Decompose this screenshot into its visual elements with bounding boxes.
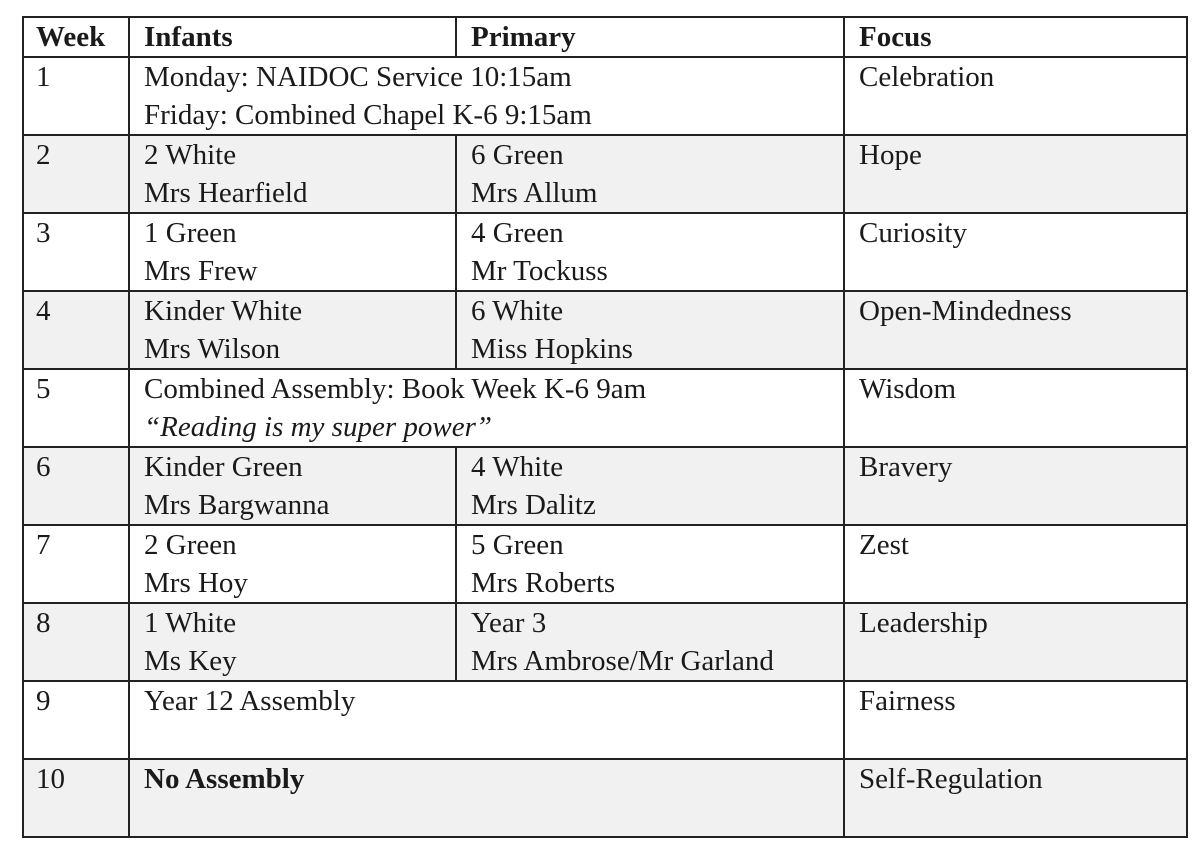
week-cell: 10 bbox=[23, 759, 129, 837]
week-cell: 8 bbox=[23, 603, 129, 681]
week-cell: 7 bbox=[23, 525, 129, 603]
focus-cell: Bravery bbox=[844, 447, 1187, 525]
combined-line: Friday: Combined Chapel K-6 9:15am bbox=[144, 99, 592, 131]
combined-cell bbox=[129, 57, 844, 135]
no-assembly-label: No Assembly bbox=[144, 763, 305, 795]
infants-cell bbox=[129, 291, 456, 369]
infants-class: 1 Green bbox=[144, 217, 237, 249]
infants-teacher: Ms Key bbox=[144, 645, 237, 677]
infants-class: 2 White bbox=[144, 139, 237, 171]
primary-cell bbox=[456, 525, 844, 603]
combined-cell bbox=[129, 369, 844, 447]
infants-teacher: Mrs Wilson bbox=[144, 333, 281, 365]
primary-class: 6 White bbox=[471, 295, 564, 327]
book-week-slogan: “Reading is my super power” bbox=[144, 411, 492, 443]
infants-cell bbox=[129, 447, 456, 525]
primary-cell bbox=[456, 447, 844, 525]
combined-cell bbox=[129, 759, 844, 837]
infants-cell bbox=[129, 135, 456, 213]
primary-class: 6 Green bbox=[471, 139, 564, 171]
focus-cell: Curiosity bbox=[844, 213, 1187, 291]
focus-cell: Self-Regulation bbox=[844, 759, 1187, 837]
header-infants: Infants bbox=[129, 17, 456, 57]
week-cell: 9 bbox=[23, 681, 129, 759]
table-row bbox=[23, 447, 1187, 525]
primary-class: Year 3 bbox=[471, 607, 547, 639]
table-row bbox=[23, 135, 1187, 213]
infants-class: 1 White bbox=[144, 607, 237, 639]
infants-cell bbox=[129, 213, 456, 291]
table-row bbox=[23, 681, 1187, 759]
primary-teacher: Miss Hopkins bbox=[471, 333, 633, 365]
infants-cell bbox=[129, 603, 456, 681]
combined-line: Monday: NAIDOC Service 10:15am bbox=[144, 61, 572, 93]
header-row bbox=[23, 17, 1187, 57]
week-cell: 5 bbox=[23, 369, 129, 447]
table-row bbox=[23, 525, 1187, 603]
infants-teacher: Mrs Frew bbox=[144, 255, 258, 287]
primary-cell bbox=[456, 213, 844, 291]
table-row bbox=[23, 213, 1187, 291]
table-row bbox=[23, 759, 1187, 837]
week-cell: 4 bbox=[23, 291, 129, 369]
header-primary: Primary bbox=[456, 17, 844, 57]
focus-cell: Leadership bbox=[844, 603, 1187, 681]
week-cell: 3 bbox=[23, 213, 129, 291]
infants-teacher: Mrs Bargwanna bbox=[144, 489, 330, 521]
infants-cell bbox=[129, 525, 456, 603]
focus-cell: Fairness bbox=[844, 681, 1187, 759]
table-row bbox=[23, 369, 1187, 447]
combined-line: Year 12 Assembly bbox=[144, 685, 356, 717]
primary-teacher: Mrs Dalitz bbox=[471, 489, 596, 521]
primary-teacher: Mrs Roberts bbox=[471, 567, 616, 599]
focus-cell: Celebration bbox=[844, 57, 1187, 135]
infants-teacher: Mrs Hoy bbox=[144, 567, 248, 599]
primary-cell bbox=[456, 135, 844, 213]
week-cell: 2 bbox=[23, 135, 129, 213]
primary-cell bbox=[456, 603, 844, 681]
header-focus: Focus bbox=[844, 17, 1187, 57]
primary-class: 4 White bbox=[471, 451, 564, 483]
focus-cell: Zest bbox=[844, 525, 1187, 603]
primary-teacher: Mrs Allum bbox=[471, 177, 598, 209]
focus-cell: Wisdom bbox=[844, 369, 1187, 447]
week-cell: 1 bbox=[23, 57, 129, 135]
table-row bbox=[23, 603, 1187, 681]
combined-cell bbox=[129, 681, 844, 759]
primary-class: 4 Green bbox=[471, 217, 564, 249]
primary-teacher: Mrs Ambrose/Mr Garland bbox=[471, 645, 774, 677]
assembly-schedule-table bbox=[22, 16, 1188, 838]
infants-class: Kinder White bbox=[144, 295, 303, 327]
infants-class: 2 Green bbox=[144, 529, 237, 561]
focus-cell: Hope bbox=[844, 135, 1187, 213]
primary-cell bbox=[456, 291, 844, 369]
focus-cell: Open-Mindedness bbox=[844, 291, 1187, 369]
week-cell: 6 bbox=[23, 447, 129, 525]
table-row bbox=[23, 57, 1187, 135]
table-row bbox=[23, 291, 1187, 369]
combined-line: Combined Assembly: Book Week K-6 9am bbox=[144, 373, 647, 405]
primary-teacher: Mr Tockuss bbox=[471, 255, 608, 287]
primary-class: 5 Green bbox=[471, 529, 564, 561]
infants-class: Kinder Green bbox=[144, 451, 303, 483]
infants-teacher: Mrs Hearfield bbox=[144, 177, 308, 209]
header-week: Week bbox=[23, 17, 129, 57]
